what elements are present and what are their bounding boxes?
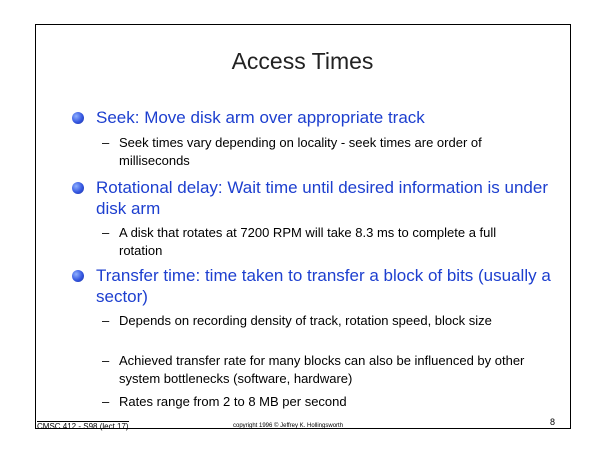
- bullet-marker-2: [72, 182, 84, 194]
- dash-3-2: –: [102, 353, 110, 368]
- dash-2-1: –: [102, 225, 110, 240]
- page-number: 8: [550, 417, 556, 427]
- sub-bullet-2-1: A disk that rotates at 7200 RPM will take 8.3 ms to complete a full rotation: [119, 225, 497, 258]
- slide-title: Access Times: [231, 48, 374, 74]
- sub-bullet-1-1: Seek times vary depending on locality - seek times are order of milliseconds: [119, 135, 482, 168]
- footer-course-label: CMSC 412 - S98 (lect 17): [37, 422, 129, 431]
- footer-copyright: copyright 1996 © Jeffrey K. Hollingsworth: [233, 423, 344, 429]
- dash-3-1: –: [102, 313, 110, 328]
- sub-bullet-3-2: Achieved transfer rate for many blocks can also be influenced by other system bottlenecks (software, hardware): [119, 353, 525, 386]
- bullet-marker-1: [72, 112, 84, 124]
- sub-bullet-3-3: Rates range from 2 to 8 MB per second: [119, 394, 347, 409]
- bullet-3: Transfer time: time taken to transfer a block of bits (usually a sector): [96, 266, 551, 306]
- dash-1-1: –: [102, 135, 110, 150]
- bullet-1: Seek: Move disk arm over appropriate track: [96, 108, 425, 127]
- dash-3-3: –: [102, 394, 110, 409]
- bullet-marker-3: [72, 270, 84, 282]
- sub-bullet-3-1: Depends on recording density of track, rotation speed, block size: [119, 313, 492, 328]
- bullet-2: Rotational delay: Wait time until desired information is under disk arm: [96, 178, 548, 218]
